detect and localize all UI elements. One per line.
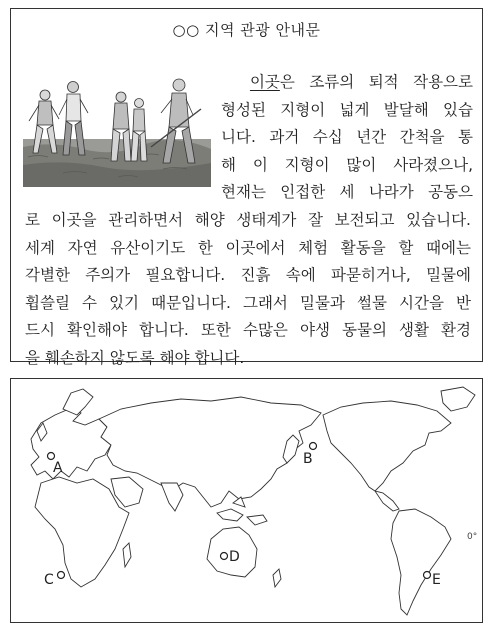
marker-b: [303, 443, 317, 468]
guide-title: ○○ 지역 관광 안내문: [172, 21, 321, 39]
madagascar: [123, 543, 131, 567]
main-line-1: 로 이곳을 관리하면서 해양 생태계가 잘 보전되고 있습니다.: [25, 211, 471, 229]
marker-b-label: B: [303, 451, 313, 467]
marker-c: [44, 572, 65, 589]
intro-line-5: 현재는 인접한 세 나라가 공동으: [221, 183, 473, 201]
mudflat-illustration: [23, 69, 211, 187]
underlined-word: 이곳: [249, 73, 280, 91]
marker-c-point: [58, 572, 65, 579]
main-line-2: 세계 자연 유산이기도 한 이곳에서 체험 활동을 할 때에는: [25, 238, 471, 257]
scandinavia-landmass: [63, 389, 93, 415]
marker-a-label: A: [53, 460, 63, 476]
intro-line-4: 해 이 지형이 많이 사라졌으나,: [221, 155, 473, 174]
south-america-landmass: [391, 509, 451, 615]
marker-b-point: [310, 443, 317, 450]
marker-d-point: [221, 553, 228, 560]
main-line-5: 드시 확인해야 합니다. 또한 수많은 야생 동물의 생활 환경: [25, 321, 471, 339]
world-map-box: [10, 378, 483, 623]
main-line-6: 을 훼손하지 않도록 해야 합니다.: [25, 348, 245, 367]
north-america-landmass: [323, 401, 451, 491]
intro-line-1: 이곳은 조류의 퇴적 작용으로: [249, 73, 474, 91]
india-peninsula: [161, 483, 183, 511]
marker-e: [424, 572, 441, 589]
greenland: [441, 387, 475, 411]
intro-paragraph: [221, 69, 473, 207]
world-map: [11, 379, 483, 623]
main-paragraph: [25, 207, 471, 372]
southeast-asia-islands: [217, 497, 267, 525]
marker-a-point: [48, 453, 55, 460]
marker-e-point: [424, 572, 431, 579]
intro-line-3: 니다. 과거 수십 년간 간척을 통: [221, 128, 473, 146]
marker-e-label: E: [432, 572, 441, 588]
new-zealand: [273, 569, 281, 587]
main-line-4: 휩쓸릴 수 있기 때문입니다. 그래서 밀물과 썰물 시간을 반: [25, 293, 471, 312]
main-line-3: 각별한 주의가 필요합니다. 진흙 속에 파묻히거나, 밀물에: [25, 266, 471, 284]
intro-line-2: 형성된 지형이 넓게 발달해 있습: [221, 100, 473, 119]
equator-label: 0°: [467, 532, 478, 542]
central-america: [375, 491, 399, 511]
marker-d-label: D: [229, 549, 240, 565]
marker-c-label: C: [44, 572, 54, 588]
tourist-guide-box: [10, 8, 483, 367]
